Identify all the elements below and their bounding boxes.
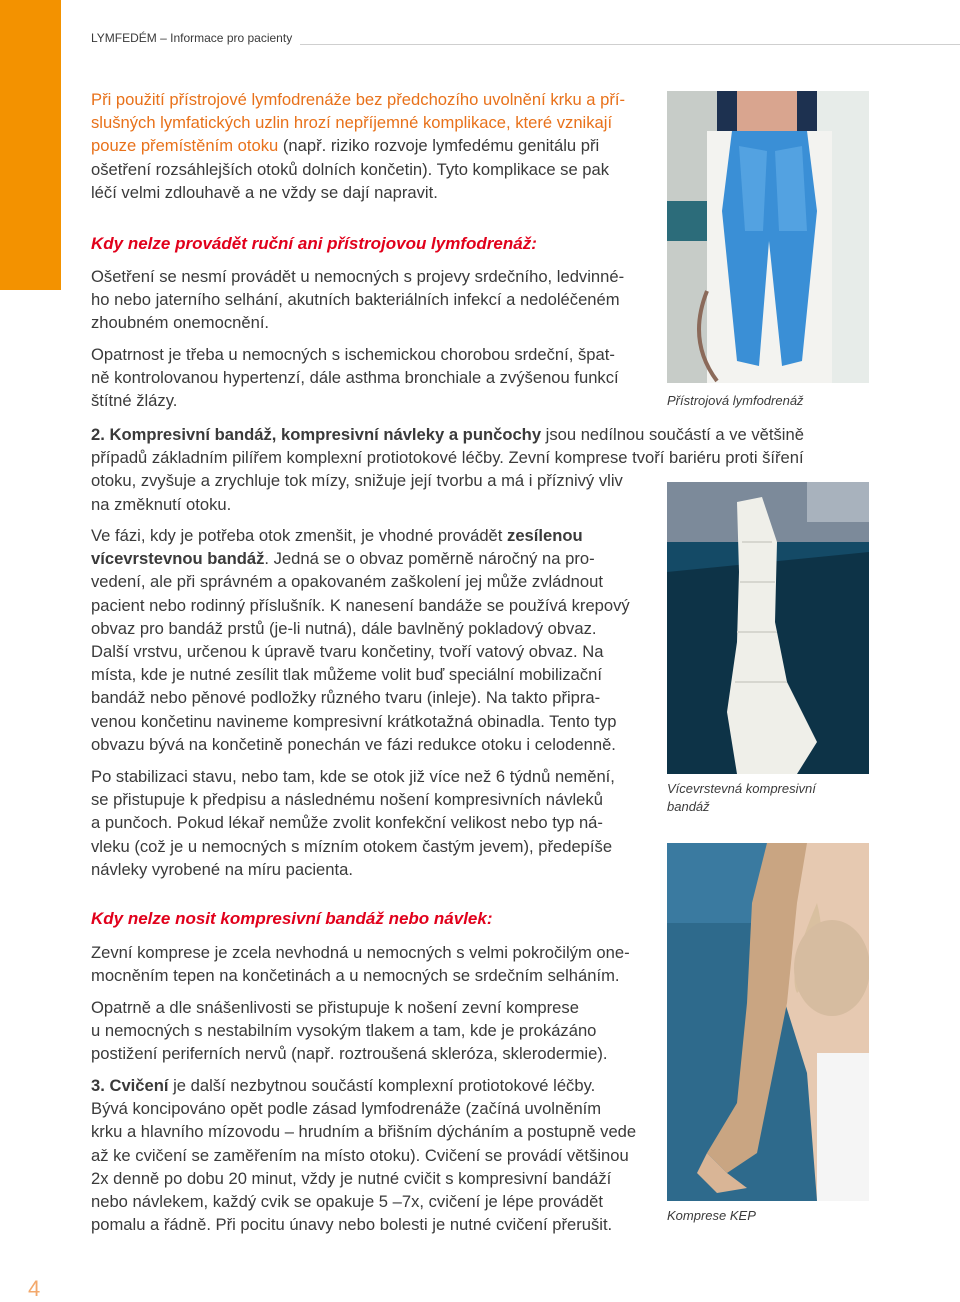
text-fragment: Ve fázi, kdy je potřeba otok zmenšit, je vhodné provádět (91, 526, 508, 545)
photo-pneumatic-drainage (667, 91, 869, 383)
caption-line: Vícevrstevná kompresivní (667, 781, 816, 796)
text-line: venou končetinu navineme kompresivní krátkotažná obinadla. Tento typ (91, 711, 617, 731)
text-line: případů základním pilířem komplexní protiotokové léčby. Zevní komprese tvoří bariéru proti šíření (91, 448, 804, 468)
section-heading-contraindications-drainage: Kdy nelze provádět ruční ani přístrojovou lymfodrenáž: (91, 234, 537, 253)
text-line: pacient nebo rodinný příslušník. K nanesení bandáže se používá krepový (91, 595, 630, 615)
text-line: Bývá koncipováno opět podle zásad lymfodrenáže (začíná uvolněním (91, 1099, 602, 1119)
text-line: na změknutí otoku. (91, 494, 232, 514)
paragraph-compression-contraindications (91, 941, 630, 987)
photo-pneumatic-drainage-image (667, 91, 869, 383)
paragraph-compression-caution (91, 996, 607, 1066)
text-line: obvazu bývá na končetině ponechán ve fázi redukce otoku i celodenně. (91, 734, 616, 754)
text-line: místa, kde je nutné zesílit tlak můžeme volit buď speciální mobilizační (91, 665, 603, 685)
text-line: Opatrně a dle snášenlivosti se přistupuje k nošení zevní komprese (91, 998, 579, 1017)
intro-line: léčí velmi zdlouhavě a ne vždy se dají napravit. (91, 182, 438, 202)
intro-paragraph (91, 88, 625, 204)
text-line: krku a hlavního mízovodu – hrudním a břišním dýcháním a postupně vede (91, 1122, 637, 1142)
caption-compression-sleeve: Komprese KEP (667, 1208, 756, 1223)
text-line: mocněním tepen na končetinách a u nemocných se srdečním selháním. (91, 966, 620, 986)
page-number: 4 (28, 1276, 41, 1301)
header-rule (300, 44, 960, 45)
section-heading-contraindications-compression: Kdy nelze nosit kompresivní bandáž nebo návlek: (91, 909, 493, 928)
caption-pneumatic-drainage: Přístrojová lymfodrenáž (667, 393, 804, 408)
text-line: zhoubném onemocnění. (91, 313, 270, 333)
text-line: Opatrnost je třeba u nemocných s ischemickou chorobou srdeční, špat- (91, 345, 615, 364)
running-header: LYMFEDÉM – Informace pro pacienty (91, 31, 293, 45)
text-line: štítné žlázy. (91, 391, 178, 411)
paragraph-caution (91, 343, 619, 413)
intro-line: pouze přemístěním otoku (91, 136, 279, 156)
paragraph-multilayer-bandage (91, 524, 661, 756)
item-bold-title: Cvičení (109, 1076, 169, 1095)
paragraph-exercise (91, 1074, 636, 1236)
text-line: ně kontrolovanou hypertenzí, dále asthma bronchiale a zvýšenou funkcí (91, 368, 619, 388)
text-line: až ke cvičení se zaměřením na místo otoku). Cvičení se provádí většinou (91, 1145, 629, 1165)
text-line: vleku (což je u nemocných s mízním otokem častým jevem), předepíše (91, 836, 613, 856)
text-bold: vícevrstevnou bandáž (91, 549, 265, 569)
text-line: otoku, zvyšuje a zrychluje tok mízy, snižuje její tvorbu a má i příznivý vliv (91, 471, 623, 491)
text-line: a punčoch. Pokud lékař nemůže zvolit konfekční velikost nebo typ ná- (91, 813, 603, 833)
item-bold-title: Kompresivní bandáž, kompresivní návleky a punčochy (109, 425, 542, 444)
photo-multilayer-bandage-image (667, 482, 869, 774)
paragraph-contraindications (91, 265, 624, 335)
intro-line: (např. riziko rozvoje lymfedému genitálu při (278, 136, 600, 156)
text-line: Ošetření se nesmí provádět u nemocných s projevy srdečního, ledvinné- (91, 267, 625, 286)
text-line: vedení, ale při správném a opakovaném zaškolení jej může zvládnout (91, 572, 603, 592)
caption-multilayer-bandage (667, 780, 816, 816)
text-fragment: jsou nedílnou součástí a ve většině (541, 425, 804, 444)
orange-accent-bar (0, 0, 61, 290)
text-line: bandáž nebo pěnové podložky různého tvaru (inleje). Na takto připra- (91, 688, 601, 708)
item-number: 3. (91, 1076, 105, 1095)
text-fragment: je další nezbytnou součástí komplexní protiotokové léčby. (168, 1076, 596, 1095)
text-line: Po stabilizaci stavu, nebo tam, kde se otok již více než 6 týdnů nemění, (91, 767, 615, 786)
photo-compression-sleeve (667, 843, 869, 1201)
text-line: 2x denně po dobu 20 minut, vždy je nutné cvičit s kompresivní bandáží (91, 1168, 612, 1188)
intro-line: ošetření rozsáhlejších otoků dolních končetin). Tyto komplikace se pak (91, 159, 610, 179)
photo-compression-sleeve-image (667, 843, 869, 1201)
photo-multilayer-bandage (667, 482, 869, 774)
text-line: nebo návlekem, každý cvik se opakuje 5 –7x, cvičení je lépe provádět (91, 1192, 603, 1212)
text-bold: zesílenou (507, 526, 583, 545)
text-line: se přistupuje k předpisu a následnému nošení kompresivních návleků (91, 790, 603, 810)
text-line: pomalu a řádně. Při pocitu únavy nebo bolesti je nutné cvičení přerušit. (91, 1215, 613, 1235)
text-line: návleky vyrobené na míru pacienta. (91, 859, 353, 879)
text-line: obvaz pro bandáž prstů (je-li nutná), dále bavlněný pokladový obvaz. (91, 618, 597, 638)
intro-line: slušných lymfatických uzlin hrozí nepříjemné komplikace, které vznikají (91, 113, 613, 133)
text-line: postižení periferních nervů (např. roztroušená skleróza, sklerodermie). (91, 1044, 608, 1064)
text-fragment: . Jedná se o obvaz poměrně náročný na pro- (264, 549, 595, 569)
text-line: ho nebo jaterního selhání, akutních bakteriálních infekcí a nedoléčeném (91, 290, 620, 310)
intro-line: Při použití přístrojové lymfodrenáže bez předchozího uvolnění krku a pří- (91, 90, 626, 109)
text-line: Zevní komprese je zcela nevhodná u nemocných s velmi pokročilým one- (91, 943, 630, 962)
text-line: u nemocných s nestabilním vysokým tlakem a tam, kde je prokázáno (91, 1021, 597, 1041)
caption-line: bandáž (667, 799, 710, 814)
paragraph-stabilization (91, 765, 615, 881)
text-line: Další vrstvu, určenou k úpravě tvaru končetiny, tvoří vatový obvaz. Na (91, 642, 604, 662)
item-number: 2. (91, 425, 105, 444)
